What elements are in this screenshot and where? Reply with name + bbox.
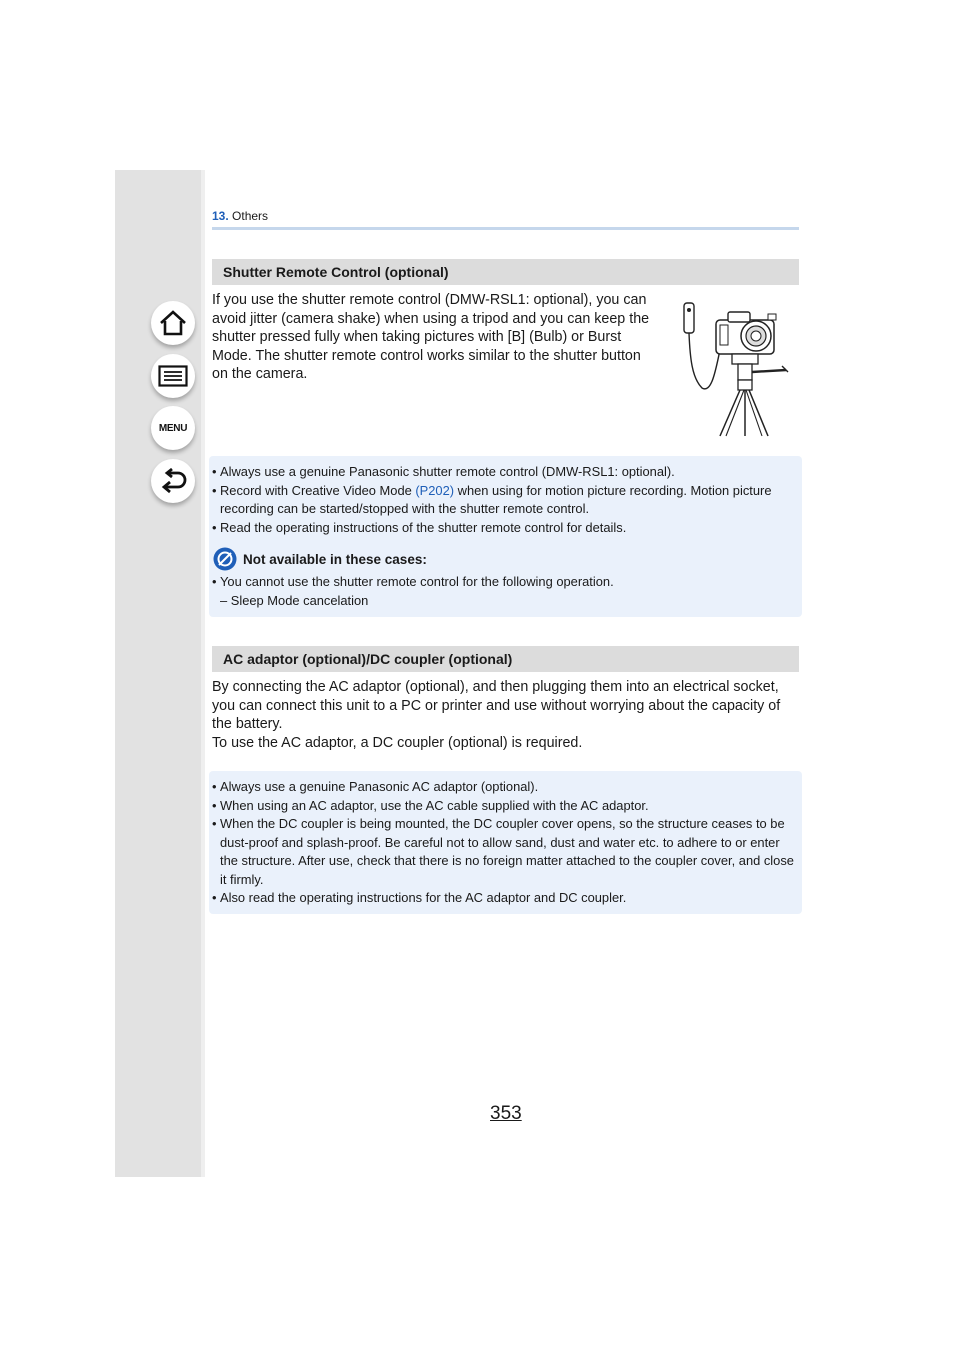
not-available-title: Not available in these cases: <box>243 551 427 567</box>
text-line: you can connect this unit to a PC or printer and use without worrying about the capacity of <box>212 697 781 714</box>
list-icon <box>158 365 188 387</box>
page-reference-link[interactable]: (P202) <box>415 482 455 498</box>
home-icon <box>158 309 188 337</box>
note-text: Record with Creative Video Mode <box>220 482 416 498</box>
text-line: avoid jitter (camera shake) when using a tripod and you can keep the <box>212 310 650 327</box>
menu-button[interactable] <box>151 406 195 450</box>
list-item: • You cannot use the shutter remote control for the following operation. <box>212 573 796 592</box>
section-heading-shutter-remote: Shutter Remote Control (optional) <box>212 259 799 285</box>
text-line: If you use the shutter remote control (DMW-RSL1: optional), you can <box>212 292 647 308</box>
camera-tripod-remote-illustration <box>672 298 798 438</box>
home-button[interactable] <box>151 301 195 345</box>
back-button[interactable] <box>151 459 195 503</box>
text-line: the battery. <box>212 716 283 733</box>
back-arrow-icon <box>158 468 188 494</box>
text-line: To use the AC adaptor, a DC coupler (optional) is required. <box>212 734 583 751</box>
list-item: • Also read the operating instructions for the AC adaptor and DC coupler. <box>212 889 796 908</box>
breadcrumb <box>212 209 268 223</box>
shutter-remote-notes <box>209 456 802 617</box>
text-line: Mode. The shutter remote control works similar to the shutter button <box>212 347 641 364</box>
ac-adaptor-description <box>212 678 802 752</box>
page-number: 353 <box>490 1103 522 1124</box>
chapter-title: Others <box>232 209 269 223</box>
not-available-heading <box>213 547 796 571</box>
note-text: when using for motion picture recording. Motion picture recording can be started/stopped with the shutter remote control. <box>220 482 772 516</box>
list-item: • Always use a genuine Panasonic shutter remote control (DMW-RSL1: optional). <box>212 463 796 482</box>
menu-label: MENU <box>158 422 188 434</box>
not-available-icon <box>213 547 237 571</box>
list-item: • When using an AC adaptor, use the AC cable supplied with the AC adaptor. <box>212 797 796 816</box>
section-heading-ac-adaptor: AC adaptor (optional)/DC coupler (optional) <box>212 646 799 672</box>
text-line: shutter pressed fully when taking pictures with [B] (Bulb) or Burst <box>212 329 622 346</box>
header-divider <box>212 227 799 230</box>
list-item: • Always use a genuine Panasonic AC adaptor (optional). <box>212 778 796 797</box>
text-line: on the camera. <box>212 366 308 383</box>
sub-list-item: – Sleep Mode cancelation <box>220 592 369 608</box>
text-line: By connecting the AC adaptor (optional), and then plugging them into an electrical socket, <box>212 679 779 695</box>
toc-button[interactable] <box>151 354 195 398</box>
list-item: • Read the operating instructions of the shutter remote control for details. <box>212 519 796 538</box>
list-item <box>212 482 796 519</box>
chapter-number: 13. <box>212 209 229 223</box>
sidebar-edge <box>201 170 205 1177</box>
ac-adaptor-notes <box>209 771 802 914</box>
list-item: • When the DC coupler is being mounted, the DC coupler cover opens, so the structure ceases to be dust-proof and splash-proof. Be careful not to allow sand, dust and water etc. to adhere to or enter the structure. After use, check that there is no foreign matter attached to the coupler cover, and close it firmly. <box>212 815 796 889</box>
shutter-remote-description <box>212 291 672 384</box>
